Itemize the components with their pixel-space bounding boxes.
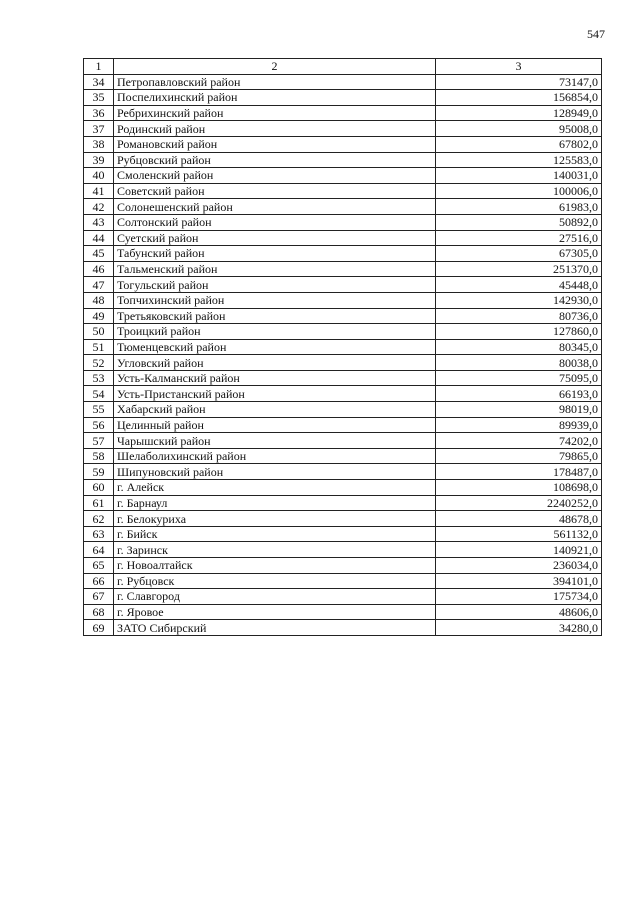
- row-number: 36: [84, 105, 114, 121]
- row-value: 251370,0: [436, 261, 602, 277]
- table-row: [84, 355, 602, 371]
- row-name: Солтонский район: [114, 214, 436, 230]
- row-value: 27516,0: [436, 230, 602, 246]
- row-number: 64: [84, 542, 114, 558]
- row-value: 73147,0: [436, 74, 602, 90]
- table-row: [84, 573, 602, 589]
- row-name: г. Рубцовск: [114, 573, 436, 589]
- row-number: 34: [84, 74, 114, 90]
- row-value: 67305,0: [436, 246, 602, 262]
- row-value: 80038,0: [436, 355, 602, 371]
- row-value: 80736,0: [436, 308, 602, 324]
- row-name: Петропавловский район: [114, 74, 436, 90]
- table-row: [84, 604, 602, 620]
- row-value: 50892,0: [436, 214, 602, 230]
- row-name: Суетский район: [114, 230, 436, 246]
- row-name: Табунский район: [114, 246, 436, 262]
- row-value: 2240252,0: [436, 495, 602, 511]
- row-value: 128949,0: [436, 105, 602, 121]
- row-name: Топчихинский район: [114, 292, 436, 308]
- row-number: 56: [84, 417, 114, 433]
- row-name: Чарышский район: [114, 433, 436, 449]
- row-name: Шипуновский район: [114, 464, 436, 480]
- row-number: 49: [84, 308, 114, 324]
- table-row: [84, 277, 602, 293]
- row-value: 34280,0: [436, 620, 602, 636]
- row-number: 57: [84, 433, 114, 449]
- row-name: Смоленский район: [114, 168, 436, 184]
- table-row: [84, 74, 602, 90]
- table-row: [84, 558, 602, 574]
- header-col-2: 2: [114, 59, 436, 75]
- row-value: 156854,0: [436, 90, 602, 106]
- row-value: 127860,0: [436, 324, 602, 340]
- row-number: 66: [84, 573, 114, 589]
- table-row: [84, 261, 602, 277]
- row-name: Хабарский район: [114, 402, 436, 418]
- row-number: 68: [84, 604, 114, 620]
- row-value: 61983,0: [436, 199, 602, 215]
- table-row: [84, 526, 602, 542]
- row-name: г. Заринск: [114, 542, 436, 558]
- row-name: г. Алейск: [114, 480, 436, 496]
- header-col-1: 1: [84, 59, 114, 75]
- row-value: 140031,0: [436, 168, 602, 184]
- row-value: 236034,0: [436, 558, 602, 574]
- row-number: 54: [84, 386, 114, 402]
- row-value: 45448,0: [436, 277, 602, 293]
- row-name: г. Белокуриха: [114, 511, 436, 527]
- row-number: 37: [84, 121, 114, 137]
- row-name: Поспелихинский район: [114, 90, 436, 106]
- row-value: 67802,0: [436, 136, 602, 152]
- header-col-3: 3: [436, 59, 602, 75]
- row-name: г. Славгород: [114, 589, 436, 605]
- row-name: Романовский район: [114, 136, 436, 152]
- table-row: [84, 464, 602, 480]
- row-number: 48: [84, 292, 114, 308]
- table-row: [84, 183, 602, 199]
- table-row: [84, 433, 602, 449]
- row-number: 51: [84, 339, 114, 355]
- header-row: [84, 59, 602, 75]
- row-name: Рубцовский район: [114, 152, 436, 168]
- row-value: 100006,0: [436, 183, 602, 199]
- row-number: 45: [84, 246, 114, 262]
- row-name: Тальменский район: [114, 261, 436, 277]
- table-row: [84, 152, 602, 168]
- row-value: 80345,0: [436, 339, 602, 355]
- data-table: [83, 58, 602, 636]
- row-name: г. Новоалтайск: [114, 558, 436, 574]
- row-value: 48606,0: [436, 604, 602, 620]
- row-number: 43: [84, 214, 114, 230]
- table-row: [84, 246, 602, 262]
- row-value: 66193,0: [436, 386, 602, 402]
- table-body: [84, 74, 602, 635]
- row-name: Усть-Калманский район: [114, 370, 436, 386]
- table-row: [84, 448, 602, 464]
- table-row: [84, 136, 602, 152]
- table-header: [84, 59, 602, 75]
- row-number: 65: [84, 558, 114, 574]
- row-value: 125583,0: [436, 152, 602, 168]
- row-value: 89939,0: [436, 417, 602, 433]
- row-name: г. Барнаул: [114, 495, 436, 511]
- row-value: 175734,0: [436, 589, 602, 605]
- row-name: Троицкий район: [114, 324, 436, 340]
- row-number: 69: [84, 620, 114, 636]
- row-value: 140921,0: [436, 542, 602, 558]
- page-number: 547: [587, 27, 605, 41]
- row-number: 44: [84, 230, 114, 246]
- row-value: 394101,0: [436, 573, 602, 589]
- row-name: Солонешенский район: [114, 199, 436, 215]
- row-value: 79865,0: [436, 448, 602, 464]
- table-row: [84, 480, 602, 496]
- row-number: 63: [84, 526, 114, 542]
- table-row: [84, 121, 602, 137]
- table-row: [84, 386, 602, 402]
- row-name: Ребрихинский район: [114, 105, 436, 121]
- table-row: [84, 495, 602, 511]
- row-value: 75095,0: [436, 370, 602, 386]
- table-row: [84, 339, 602, 355]
- table-row: [84, 214, 602, 230]
- row-number: 53: [84, 370, 114, 386]
- row-name: г. Бийск: [114, 526, 436, 542]
- row-name: Родинский район: [114, 121, 436, 137]
- row-number: 41: [84, 183, 114, 199]
- table-row: [84, 199, 602, 215]
- row-value: 98019,0: [436, 402, 602, 418]
- row-value: 108698,0: [436, 480, 602, 496]
- row-number: 40: [84, 168, 114, 184]
- row-value: 142930,0: [436, 292, 602, 308]
- row-name: Третьяковский район: [114, 308, 436, 324]
- row-number: 60: [84, 480, 114, 496]
- row-value: 48678,0: [436, 511, 602, 527]
- table-row: [84, 370, 602, 386]
- row-name: Советский район: [114, 183, 436, 199]
- row-number: 42: [84, 199, 114, 215]
- row-number: 46: [84, 261, 114, 277]
- table-row: [84, 105, 602, 121]
- row-number: 38: [84, 136, 114, 152]
- row-value: 95008,0: [436, 121, 602, 137]
- row-value: 74202,0: [436, 433, 602, 449]
- row-name: Тюменцевский район: [114, 339, 436, 355]
- row-name: Угловский район: [114, 355, 436, 371]
- table-row: [84, 511, 602, 527]
- row-name: Усть-Пристанский район: [114, 386, 436, 402]
- table-row: [84, 230, 602, 246]
- row-number: 59: [84, 464, 114, 480]
- table-row: [84, 542, 602, 558]
- row-name: Целинный район: [114, 417, 436, 433]
- row-name: г. Яровое: [114, 604, 436, 620]
- row-number: 35: [84, 90, 114, 106]
- row-number: 61: [84, 495, 114, 511]
- table-row: [84, 417, 602, 433]
- row-name: ЗАТО Сибирский: [114, 620, 436, 636]
- row-value: 178487,0: [436, 464, 602, 480]
- row-number: 47: [84, 277, 114, 293]
- row-name: Шелаболихинский район: [114, 448, 436, 464]
- row-number: 58: [84, 448, 114, 464]
- table-row: [84, 324, 602, 340]
- table-row: [84, 168, 602, 184]
- table-row: [84, 620, 602, 636]
- row-number: 52: [84, 355, 114, 371]
- table-row: [84, 589, 602, 605]
- table-row: [84, 90, 602, 106]
- row-name: Тогульский район: [114, 277, 436, 293]
- row-number: 67: [84, 589, 114, 605]
- table-row: [84, 402, 602, 418]
- row-value: 561132,0: [436, 526, 602, 542]
- row-number: 62: [84, 511, 114, 527]
- row-number: 50: [84, 324, 114, 340]
- table-row: [84, 292, 602, 308]
- row-number: 39: [84, 152, 114, 168]
- row-number: 55: [84, 402, 114, 418]
- table-row: [84, 308, 602, 324]
